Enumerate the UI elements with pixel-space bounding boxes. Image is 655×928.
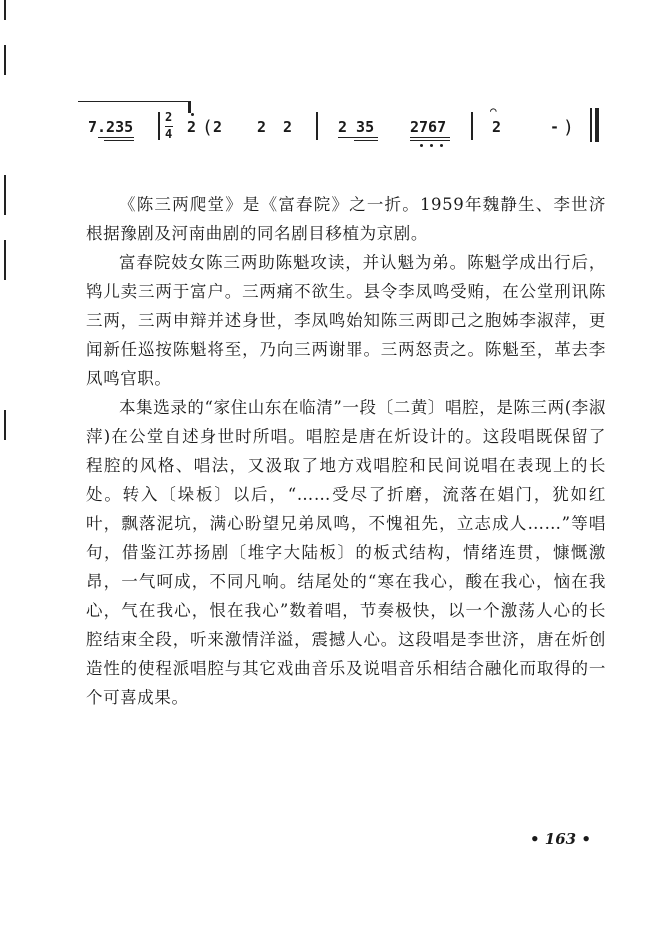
underline: [338, 137, 378, 138]
note-group: 2 35: [338, 118, 375, 136]
note: 2: [187, 118, 197, 136]
final-barline: [590, 108, 592, 142]
octave-dot: [420, 144, 423, 147]
octave-dot: [430, 144, 433, 147]
barline: [471, 112, 473, 140]
note: 2: [257, 118, 267, 136]
paren-open: (: [202, 117, 213, 138]
note-group: 7.235: [88, 118, 134, 136]
barline: [316, 112, 318, 140]
note: 2: [213, 118, 223, 136]
time-signature-top: 2: [165, 110, 173, 124]
page-edge-mark: [4, 240, 6, 280]
underline: [104, 140, 134, 141]
fermata-icon: ⌒: [490, 104, 497, 117]
paragraph: 富春院妓女陈三两助陈魁攻读，并认魁为弟。陈魁学成出行后，鸨儿卖三两于富户。三两痛不欲生。县令李凤鸣受贿，在公堂刑讯陈三两，三两申辩并述身世，李凤鸣始知陈三两即己之胞姊李淑萍，更闻新任巡按陈魁将至，乃向三两谢罪。三两怒责之。陈魁至，革去李凤鸣官职。: [86, 253, 606, 388]
slur-line: [188, 101, 191, 113]
slur-line: [78, 101, 188, 102]
time-signature-bottom: 4: [165, 127, 173, 141]
paragraph: 本集选录的“家住山东在临清”一段〔二黄〕唱腔，是陈三两(李淑萍)在公堂自述身世时所唱。唱腔是唐在炘设计的。这段唱既保留了程腔的风格、唱法，又汲取了地方戏唱腔和民间说唱在表现上的长处。转入〔垛板〕以后，“……受尽了折磨，流落在娼门，犹如红叶，飘落泥坑，满心盼望兄弟凤鸣，不愧祖先，立志成人……”等唱句，借鉴江苏扬剧〔堆字大陆板〕的板式结构，情绪连贯，慷慨激昂，一气呵成，不同凡响。结尾处的“寒在我心，酸在我心，恼在我心，气在我心，恨在我心”数着唱，节奏极快，以一个激荡人心的长腔结束全段，听来激情洋溢，震撼人心。这段唱是李世济，唐在炘创造性的使程派唱腔与其它戏曲音乐及说唱音乐相结合融化而取得的一个可喜成果。: [86, 398, 606, 707]
page-number: • 163 •: [530, 830, 591, 848]
underline: [98, 137, 134, 138]
underline: [410, 140, 450, 141]
octave-dot: [440, 144, 443, 147]
paragraph: 《陈三两爬堂》是《富春院》之一折。1959年魏静生、李世济根据豫剧及河南曲剧的同名剧目移植为京剧。: [86, 195, 606, 243]
barline: [158, 112, 160, 140]
note-group: 2767: [410, 118, 447, 136]
music-score: [0, 0, 655, 170]
page-edge-mark: [4, 410, 6, 440]
note: 2: [492, 118, 502, 136]
note: -: [550, 118, 560, 136]
underline: [410, 137, 450, 138]
underline: [354, 140, 378, 141]
final-barline: [595, 108, 599, 142]
note: 2: [283, 118, 293, 136]
paren-close: ): [563, 117, 574, 138]
octave-dot: [191, 113, 194, 116]
body-text: [86, 190, 606, 712]
page-edge-mark: [4, 175, 6, 215]
